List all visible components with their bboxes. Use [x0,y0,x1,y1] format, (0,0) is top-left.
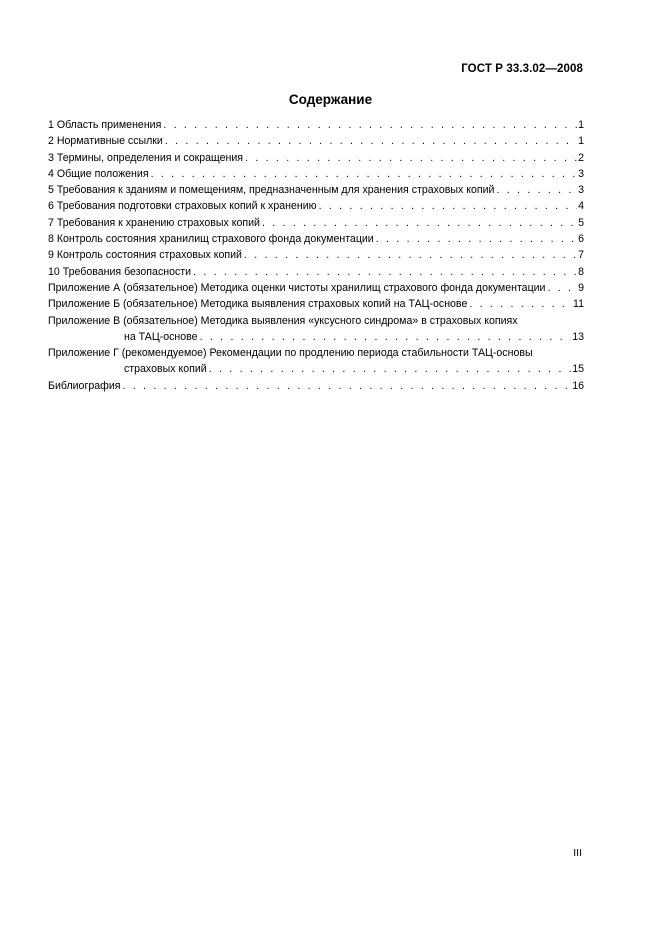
toc-entry-page: 16 [572,379,584,392]
toc-entry-page: 7 [578,249,584,262]
toc-dot-leader [151,166,578,182]
toc-entry-2[interactable] [48,133,584,149]
toc-entry-page: 1 [578,119,584,131]
toc-dot-leader [163,117,577,133]
toc-entry-4[interactable] [48,166,584,182]
toc-entry-text: 5 Требования к зданиям и помещениям, предназначенным для хранения страховых копий [48,184,495,197]
toc-dot-leader [122,378,571,394]
toc-entry-page: 5 [578,216,584,229]
toc-entry-appendix-v[interactable] [48,313,584,346]
toc-entry-appendix-a[interactable] [48,280,584,296]
toc-entry-text: Приложение А (обязательное) Методика оценки чистоты хранилищ страхового фонда документации [48,281,546,294]
toc-dot-leader [319,198,578,214]
toc-entry-text: Приложение В (обязательное) Методика выявления «уксусного синдрома» в страховых копиях [48,314,518,327]
toc-entry-text-continuation: страховых копий [124,363,207,376]
toc-entry-page: 13 [572,330,584,343]
toc-entry-text: 4 Общие положения [48,167,149,180]
toc-entry-text: Библиография [48,379,121,392]
toc-entry-page: 8 [578,265,584,278]
toc-entry-page: 3 [578,167,584,180]
toc-dot-leader [496,182,577,198]
toc-dot-leader [376,231,577,247]
table-of-contents [48,117,584,394]
toc-entry-3[interactable] [48,150,584,166]
toc-entry-page: 4 [578,200,584,213]
toc-entry-text: 7 Требования к хранению страховых копий [48,216,260,229]
toc-entry-text: 10 Требования безопасности [48,265,192,278]
toc-dot-leader [245,150,577,166]
toc-entry-appendix-g[interactable] [48,345,584,378]
toc-entry-1[interactable] [48,117,584,133]
toc-entry-text-continuation: на ТАЦ-основе [124,330,198,343]
toc-entry-text: Приложение Г (рекомендуемое) Рекомендации по продлению периода стабильности ТАЦ-основы [48,347,533,360]
toc-dot-leader [262,215,577,231]
toc-entry-appendix-b[interactable] [48,296,584,312]
page-number: III [573,847,582,859]
toc-entry-page: 11 [573,298,584,311]
toc-entry-text: 1 Область применения [48,119,162,131]
toc-dot-leader [547,280,577,296]
toc-entry-text: 6 Требования подготовки страховых копий к хранению [48,200,317,213]
toc-entry-page: 2 [578,151,584,164]
toc-dot-leader [200,329,572,345]
toc-entry-10[interactable] [48,264,584,280]
toc-entry-text: 9 Контроль состояния страховых копий [48,249,242,262]
toc-entry-page: 1 [578,135,584,148]
toc-entry-page: 9 [578,281,584,294]
toc-entry-page: 3 [578,184,584,197]
toc-dot-leader [244,247,577,263]
toc-dot-leader [209,361,572,377]
toc-entry-page: 15 [572,363,584,376]
document-code: ГОСТ Р 33.3.02—2008 [461,63,583,75]
toc-entry-page: 6 [578,233,584,246]
toc-entry-text: 8 Контроль состояния хранилищ страхового фонда документации [48,233,374,246]
toc-dot-leader [469,296,572,312]
toc-entry-bibliography[interactable] [48,378,584,394]
toc-entry-9[interactable] [48,247,584,263]
toc-entry-text: Приложение Б (обязательное) Методика выявления страховых копий на ТАЦ-основе [48,298,468,311]
toc-entry-text: 2 Нормативные ссылки [48,135,163,148]
toc-entry-5[interactable] [48,182,584,198]
toc-entry-6[interactable] [48,198,584,214]
toc-entry-7[interactable] [48,215,584,231]
toc-dot-leader [193,264,577,280]
toc-dot-leader [165,133,577,149]
page-title: Содержание [288,92,373,107]
toc-entry-text: 3 Термины, определения и сокращения [48,151,244,164]
toc-entry-8[interactable] [48,231,584,247]
